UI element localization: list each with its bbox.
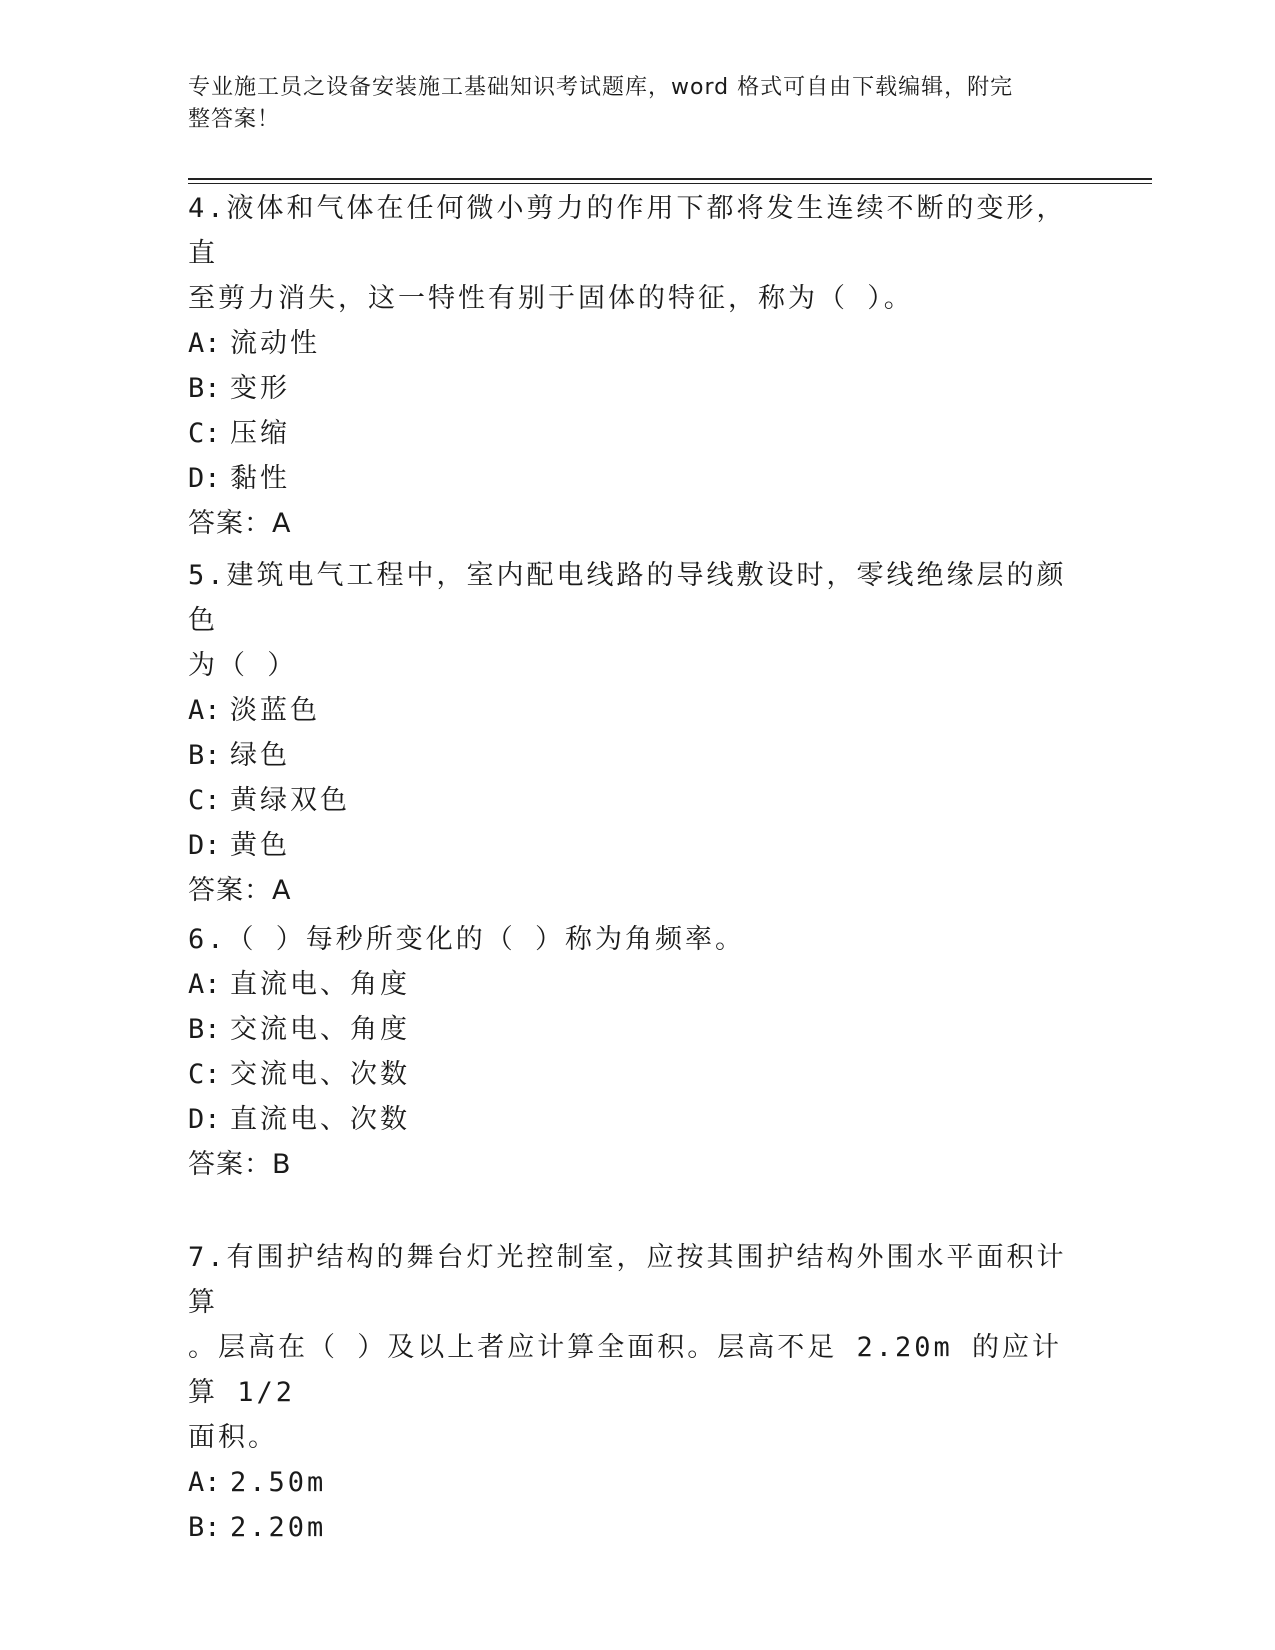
option-b bbox=[188, 1505, 1068, 1550]
option-text: 流动性 bbox=[230, 328, 320, 359]
option-b bbox=[188, 1007, 1068, 1052]
option-d bbox=[188, 823, 1068, 868]
option-label: D: bbox=[188, 1104, 221, 1135]
question-stem bbox=[188, 917, 1068, 962]
option-label: B: bbox=[188, 373, 221, 404]
option-text: 直流电、次数 bbox=[230, 1104, 410, 1135]
option-b bbox=[188, 733, 1068, 778]
stem-line: 6.（ ）每秒所变化的（ ）称为角频率。 bbox=[188, 924, 746, 955]
question-7 bbox=[188, 1235, 1068, 1550]
stem-line: 至剪力消失，这一特性有别于固体的特征，称为（ ）。 bbox=[188, 283, 914, 314]
option-text: 变形 bbox=[230, 373, 290, 404]
option-text: 黄色 bbox=[230, 830, 290, 861]
header-line-2: 整答案！ bbox=[188, 107, 281, 132]
stem-line: 为（ ） bbox=[188, 650, 298, 681]
option-d bbox=[188, 456, 1068, 501]
question-5 bbox=[188, 553, 1068, 914]
header-divider-thick bbox=[188, 178, 1152, 180]
option-text: 绿色 bbox=[230, 740, 290, 771]
option-text: 黄绿双色 bbox=[230, 785, 350, 816]
question-stem bbox=[188, 1235, 1068, 1460]
header-line-1: 专业施工员之设备安装施工基础知识考试题库，word 格式可自由下载编辑，附完 bbox=[188, 75, 1014, 100]
option-a bbox=[188, 321, 1068, 366]
option-text: 直流电、角度 bbox=[230, 969, 410, 1000]
answer: 答案：B bbox=[188, 1149, 292, 1180]
option-label: A: bbox=[188, 969, 221, 1000]
option-text: 交流电、次数 bbox=[230, 1059, 410, 1090]
question-stem bbox=[188, 553, 1068, 688]
option-c bbox=[188, 778, 1068, 823]
header-divider-thin bbox=[188, 183, 1152, 184]
option-text: 黏性 bbox=[230, 463, 290, 494]
option-text: 2.50m bbox=[230, 1467, 327, 1498]
question-stem bbox=[188, 186, 1068, 321]
option-a bbox=[188, 688, 1068, 733]
option-label: C: bbox=[188, 1059, 221, 1090]
option-b bbox=[188, 366, 1068, 411]
option-label: D: bbox=[188, 463, 221, 494]
option-c bbox=[188, 411, 1068, 456]
answer: 答案：A bbox=[188, 875, 292, 906]
option-label: C: bbox=[188, 418, 221, 449]
option-d bbox=[188, 1097, 1068, 1142]
option-a bbox=[188, 962, 1068, 1007]
option-text: 2.20m bbox=[230, 1512, 327, 1543]
option-a bbox=[188, 1460, 1068, 1505]
stem-line: 4.液体和气体在任何微小剪力的作用下都将发生连续不断的变形，直 bbox=[188, 193, 1067, 269]
question-6 bbox=[188, 917, 1068, 1188]
stem-line: 。层高在（ ）及以上者应计算全面积。层高不足 2.20m 的应计算 1/2 bbox=[188, 1332, 1063, 1408]
option-label: D: bbox=[188, 830, 221, 861]
option-label: A: bbox=[188, 1467, 221, 1498]
option-text: 淡蓝色 bbox=[230, 695, 320, 726]
option-text: 交流电、角度 bbox=[230, 1014, 410, 1045]
option-c bbox=[188, 1052, 1068, 1097]
stem-line: 7.有围护结构的舞台灯光控制室，应按其围护结构外围水平面积计算 bbox=[188, 1242, 1067, 1318]
option-text: 压缩 bbox=[230, 418, 290, 449]
question-4 bbox=[188, 186, 1068, 547]
option-label: A: bbox=[188, 695, 221, 726]
document-header bbox=[188, 72, 1068, 136]
stem-line: 面积。 bbox=[188, 1422, 278, 1453]
option-label: C: bbox=[188, 785, 221, 816]
option-label: A: bbox=[188, 328, 221, 359]
option-label: B: bbox=[188, 1512, 221, 1543]
option-label: B: bbox=[188, 1014, 221, 1045]
answer: 答案：A bbox=[188, 508, 292, 539]
stem-line: 5.建筑电气工程中，室内配电线路的导线敷设时，零线绝缘层的颜色 bbox=[188, 560, 1067, 636]
option-label: B: bbox=[188, 740, 221, 771]
